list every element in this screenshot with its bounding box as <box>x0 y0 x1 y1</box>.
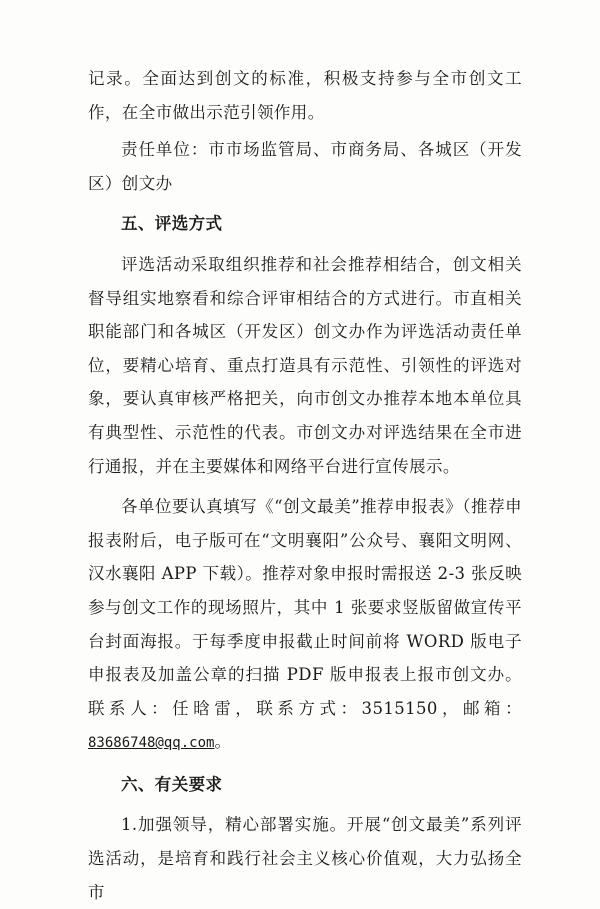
section-5-paragraph-1: 评选活动采取组织推荐和社会推荐相结合，创文相关督导组实地察看和综合评审相结合的方式进行。市直相关职能部门和各城区（开发区）创文办作为评选活动责任单位，要精心培育、重点打造具有示范性、引领性的评选对象，要认真审核严格把关，向市创文办推荐本地本单位具有典型性、示范性的代表。市创文办对评选结果在全市进行通报，并在主要媒体和网络平台进行宣传展示。 <box>88 254 522 476</box>
email-link[interactable]: 83686748@qq.com <box>88 735 215 752</box>
paragraph-text: 各单位要认真填写《“创文最美”推荐申报表》（推荐申报表附后，电子版可在“文明襄阳”公众号、襄阳文明网、汉水襄阳 APP 下载）。推荐对象申报时需报送 2-3 张反映参与创文工作的现场照片，其中 1 张要求竖版留做宣传平台封面海报。于每季度申报截止时间前将 WORD 版电子申报表及加盖公章的扫描 PDF 版申报表上报市创文办。联系人：任晗雷，联系方式：3515150，邮箱： <box>88 497 522 718</box>
section-6-heading: 六、有关要求 <box>121 774 223 794</box>
section-5-heading: 五、评选方式 <box>121 214 223 234</box>
paragraph-record: 记录。全面达到创文的标准，积极支持参与全市创文工作，在全市做出示范引领作用。 <box>88 69 522 122</box>
responsible-units: 责任单位：市市场监管局、市商务局、各城区（开发区）创文办 <box>88 140 522 193</box>
section-6-item-1: 1.加强领导，精心部署实施。开展“创文最美”系列评选活动，是培育和践行社会主义核心价值观，大力弘扬全市 <box>88 815 522 902</box>
paragraph-text-end: 。 <box>214 732 232 752</box>
section-5-paragraph-2 <box>88 490 522 761</box>
